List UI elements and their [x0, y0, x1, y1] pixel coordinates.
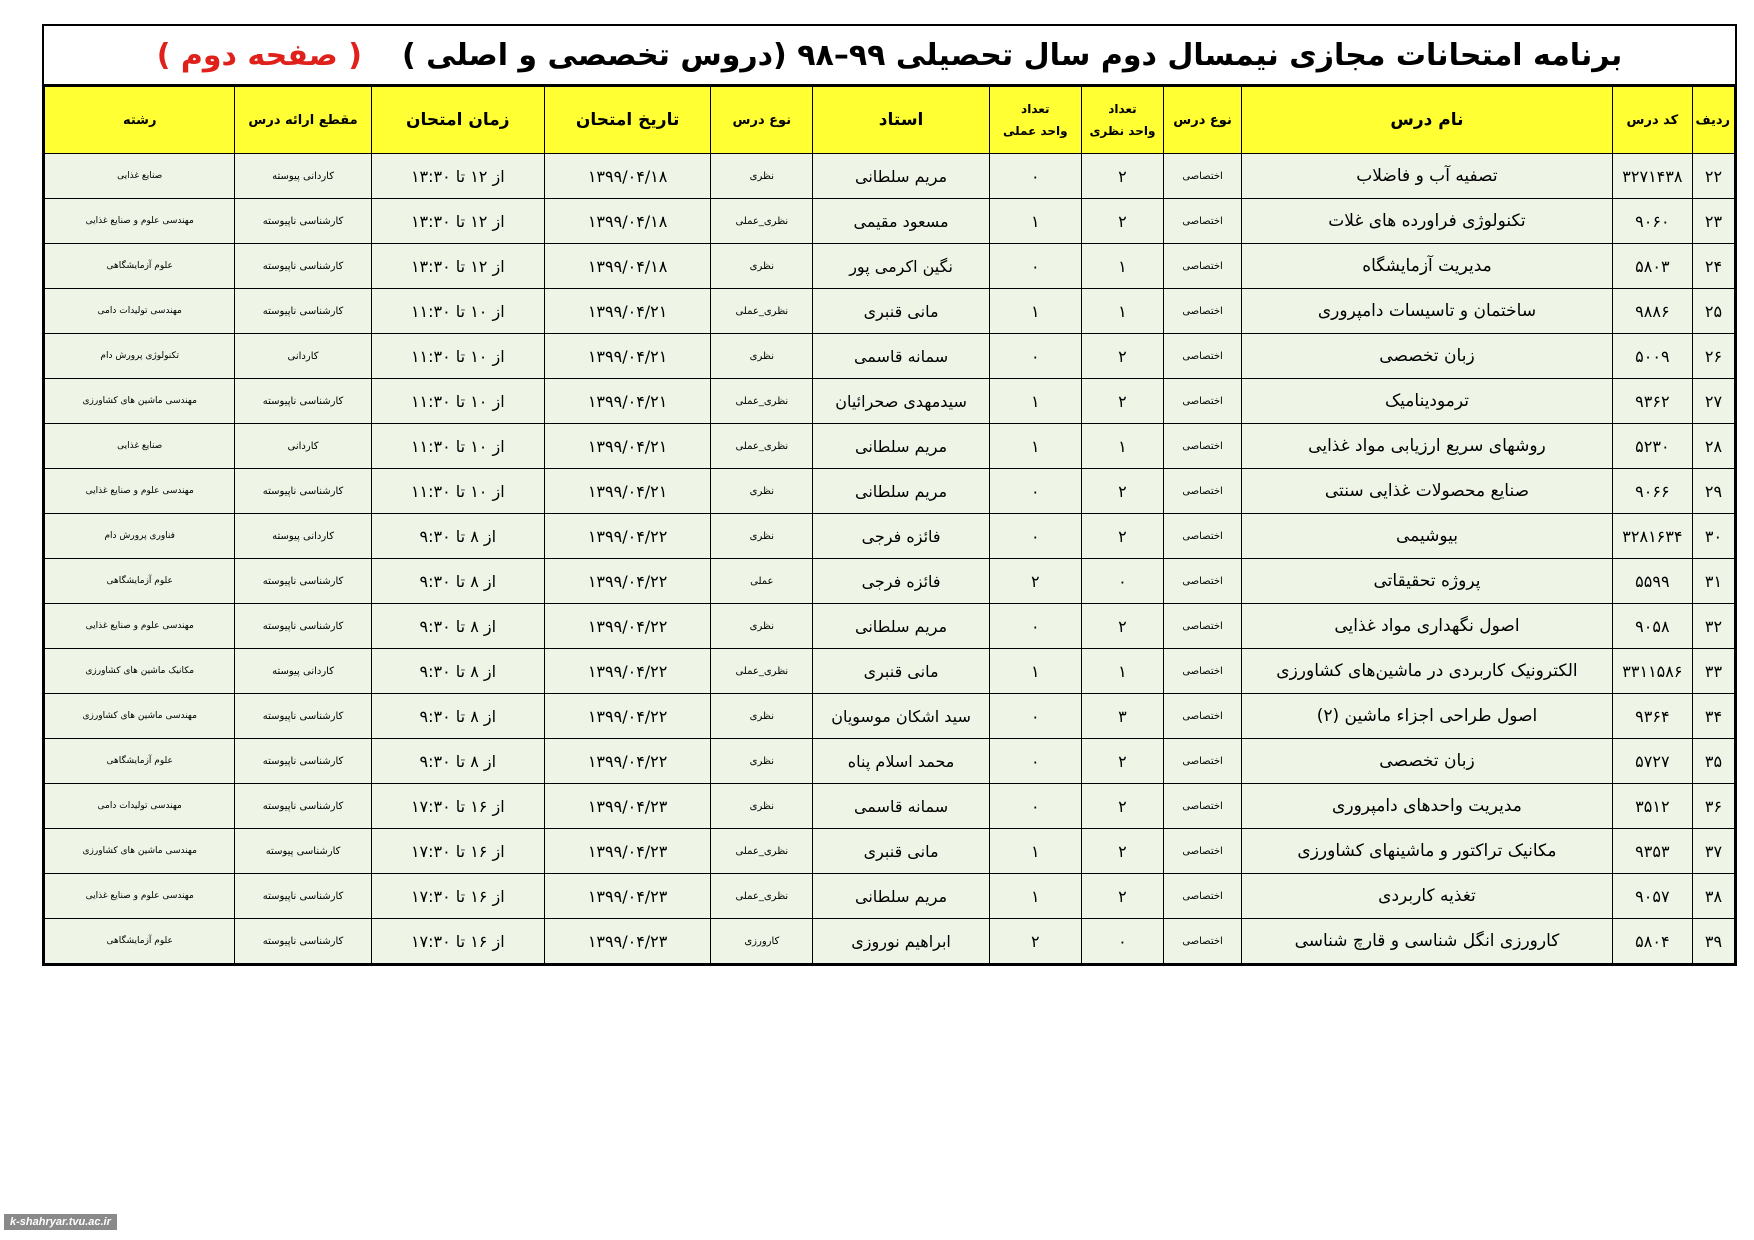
cell-theory-units: ۰ [1081, 919, 1163, 964]
cell-course-kind: نظری_عملی [711, 199, 813, 244]
cell-row-number: ۲۸ [1692, 424, 1734, 469]
cell-course-code: ۵۷۲۷ [1612, 739, 1692, 784]
cell-teacher: مانی قنبری [813, 289, 989, 334]
cell-field: مهندسی تولیدات دامی [45, 289, 235, 334]
cell-course-name: زبان تخصصی [1242, 334, 1613, 379]
cell-course-kind: عملی [711, 559, 813, 604]
cell-course-kind: نظری [711, 154, 813, 199]
cell-level: کارشناسی پیوسته [235, 829, 371, 874]
cell-course-type: اختصاصی [1164, 244, 1242, 289]
cell-exam-date: ۱۳۹۹/۰۴/۲۳ [544, 829, 710, 874]
cell-teacher: مریم سلطانی [813, 154, 989, 199]
cell-course-type: اختصاصی [1164, 919, 1242, 964]
cell-course-type: اختصاصی [1164, 784, 1242, 829]
cell-course-kind: نظری [711, 784, 813, 829]
header-teacher: استاد [813, 87, 989, 154]
cell-field: مهندسی علوم و صنایع غذایی [45, 469, 235, 514]
table-row [45, 559, 1735, 604]
table-header-row [45, 87, 1735, 154]
cell-row-number: ۲۳ [1692, 199, 1734, 244]
table-row [45, 739, 1735, 784]
cell-course-kind: نظری_عملی [711, 874, 813, 919]
cell-practical-units: ۱ [989, 829, 1081, 874]
cell-course-type: اختصاصی [1164, 694, 1242, 739]
cell-teacher: مریم سلطانی [813, 469, 989, 514]
cell-course-type: اختصاصی [1164, 379, 1242, 424]
cell-course-kind: نظری [711, 244, 813, 289]
cell-teacher: سید اشکان موسویان [813, 694, 989, 739]
cell-row-number: ۲۵ [1692, 289, 1734, 334]
cell-theory-units: ۳ [1081, 694, 1163, 739]
cell-course-code: ۹۳۶۲ [1612, 379, 1692, 424]
cell-practical-units: ۲ [989, 559, 1081, 604]
cell-course-code: ۳۲۸۱۶۳۴ [1612, 514, 1692, 559]
header-exam-date: تاریخ امتحان [544, 87, 710, 154]
cell-field: علوم آزمایشگاهی [45, 244, 235, 289]
cell-exam-time: از ۸ تا ۹:۳۰ [371, 514, 544, 559]
cell-field: مهندسی ماشین های کشاورزی [45, 829, 235, 874]
cell-level: کارشناسی ناپیوسته [235, 919, 371, 964]
cell-theory-units: ۱ [1081, 289, 1163, 334]
cell-course-kind: نظری_عملی [711, 379, 813, 424]
header-practical-units-line2: واحد عملی [1002, 124, 1068, 138]
cell-course-type: اختصاصی [1164, 289, 1242, 334]
cell-exam-time: از ۱۲ تا ۱۳:۳۰ [371, 154, 544, 199]
page-number-label: ( صفحه دوم ) [156, 37, 362, 73]
header-theory-units-line1: تعداد [1108, 102, 1137, 116]
header-course-name: نام درس [1242, 87, 1613, 154]
cell-field: صنایع غذایی [45, 154, 235, 199]
cell-exam-date: ۱۳۹۹/۰۴/۲۳ [544, 919, 710, 964]
cell-practical-units: ۱ [989, 874, 1081, 919]
header-course-kind: نوع درس [711, 87, 813, 154]
cell-theory-units: ۲ [1081, 514, 1163, 559]
header-theory-units-line2: واحد نظری [1089, 124, 1156, 138]
cell-level: کاردانی [235, 424, 371, 469]
table-row [45, 919, 1735, 964]
cell-course-kind: نظری [711, 739, 813, 784]
cell-teacher: مریم سلطانی [813, 874, 989, 919]
cell-course-name: مکانیک تراکتور و ماشینهای کشاورزی [1242, 829, 1613, 874]
cell-practical-units: ۰ [989, 244, 1081, 289]
header-row-number: ردیف [1692, 87, 1734, 154]
cell-field: فناوری پرورش دام [45, 514, 235, 559]
cell-theory-units: ۱ [1081, 244, 1163, 289]
table-row [45, 469, 1735, 514]
cell-theory-units: ۰ [1081, 559, 1163, 604]
cell-course-code: ۵۲۳۰ [1612, 424, 1692, 469]
cell-course-type: اختصاصی [1164, 604, 1242, 649]
cell-level: کارشناسی ناپیوسته [235, 739, 371, 784]
cell-theory-units: ۲ [1081, 604, 1163, 649]
cell-teacher: فائزه فرجی [813, 559, 989, 604]
cell-row-number: ۳۸ [1692, 874, 1734, 919]
header-exam-time: زمان امتحان [371, 87, 544, 154]
cell-course-code: ۳۳۱۱۵۸۶ [1612, 649, 1692, 694]
cell-exam-time: از ۱۰ تا ۱۱:۳۰ [371, 424, 544, 469]
cell-teacher: مریم سلطانی [813, 604, 989, 649]
cell-course-name: الکترونیک کاربردی در ماشین‌های کشاورزی [1242, 649, 1613, 694]
cell-field: مهندسی ماشین های کشاورزی [45, 379, 235, 424]
cell-practical-units: ۱ [989, 289, 1081, 334]
cell-row-number: ۲۹ [1692, 469, 1734, 514]
cell-level: کارشناسی ناپیوسته [235, 874, 371, 919]
table-row [45, 694, 1735, 739]
cell-row-number: ۳۴ [1692, 694, 1734, 739]
cell-course-type: اختصاصی [1164, 424, 1242, 469]
cell-course-kind: نظری_عملی [711, 424, 813, 469]
cell-exam-time: از ۸ تا ۹:۳۰ [371, 739, 544, 784]
cell-teacher: ابراهیم نوروزی [813, 919, 989, 964]
cell-course-kind: نظری [711, 514, 813, 559]
cell-course-code: ۹۰۶۰ [1612, 199, 1692, 244]
table-row [45, 154, 1735, 199]
cell-field: مهندسی تولیدات دامی [45, 784, 235, 829]
table-row [45, 199, 1735, 244]
cell-row-number: ۳۹ [1692, 919, 1734, 964]
cell-course-code: ۹۰۶۶ [1612, 469, 1692, 514]
header-field: رشته [45, 87, 235, 154]
cell-course-kind: نظری_عملی [711, 289, 813, 334]
cell-course-name: تصفیه آب و فاضلاب [1242, 154, 1613, 199]
cell-course-type: اختصاصی [1164, 559, 1242, 604]
cell-course-type: اختصاصی [1164, 829, 1242, 874]
cell-level: کاردانی پیوسته [235, 514, 371, 559]
cell-level: کارشناسی ناپیوسته [235, 604, 371, 649]
exam-table [44, 86, 1735, 964]
cell-field: علوم آزمایشگاهی [45, 739, 235, 784]
cell-level: کارشناسی ناپیوسته [235, 694, 371, 739]
cell-row-number: ۲۲ [1692, 154, 1734, 199]
table-row [45, 649, 1735, 694]
cell-practical-units: ۱ [989, 199, 1081, 244]
cell-course-code: ۹۰۵۸ [1612, 604, 1692, 649]
cell-practical-units: ۰ [989, 334, 1081, 379]
cell-exam-date: ۱۳۹۹/۰۴/۲۱ [544, 334, 710, 379]
cell-course-type: اختصاصی [1164, 469, 1242, 514]
cell-exam-date: ۱۳۹۹/۰۴/۲۲ [544, 649, 710, 694]
cell-exam-date: ۱۳۹۹/۰۴/۲۲ [544, 514, 710, 559]
cell-row-number: ۲۶ [1692, 334, 1734, 379]
cell-course-name: روشهای سریع ارزیابی مواد غذایی [1242, 424, 1613, 469]
cell-course-name: زبان تخصصی [1242, 739, 1613, 784]
cell-teacher: مانی قنبری [813, 829, 989, 874]
cell-course-name: پروژه تحقیقاتی [1242, 559, 1613, 604]
cell-level: کارشناسی ناپیوسته [235, 469, 371, 514]
cell-course-name: ساختمان و تاسیسات دامپروری [1242, 289, 1613, 334]
cell-exam-time: از ۱۶ تا ۱۷:۳۰ [371, 784, 544, 829]
cell-field: مهندسی علوم و صنایع غذایی [45, 604, 235, 649]
cell-course-name: ترمودینامیک [1242, 379, 1613, 424]
cell-course-type: اختصاصی [1164, 514, 1242, 559]
cell-exam-time: از ۸ تا ۹:۳۰ [371, 694, 544, 739]
cell-level: کارشناسی ناپیوسته [235, 244, 371, 289]
cell-theory-units: ۲ [1081, 379, 1163, 424]
cell-course-name: صنایع محصولات غذایی سنتی [1242, 469, 1613, 514]
title-bar [44, 26, 1735, 86]
cell-course-code: ۹۸۸۶ [1612, 289, 1692, 334]
cell-exam-date: ۱۳۹۹/۰۴/۱۸ [544, 199, 710, 244]
table-row [45, 604, 1735, 649]
cell-exam-time: از ۱۰ تا ۱۱:۳۰ [371, 289, 544, 334]
cell-course-name: مدیریت آزمایشگاه [1242, 244, 1613, 289]
cell-course-name: کارورزی انگل شناسی و قارچ شناسی [1242, 919, 1613, 964]
cell-teacher: سیدمهدی صحرائیان [813, 379, 989, 424]
cell-course-type: اختصاصی [1164, 649, 1242, 694]
header-course-type: نوع درس [1164, 87, 1242, 154]
cell-theory-units: ۲ [1081, 469, 1163, 514]
cell-theory-units: ۲ [1081, 739, 1163, 784]
cell-teacher: مانی قنبری [813, 649, 989, 694]
cell-level: کاردانی [235, 334, 371, 379]
cell-theory-units: ۲ [1081, 874, 1163, 919]
header-course-code: کد درس [1612, 87, 1692, 154]
cell-field: علوم آزمایشگاهی [45, 919, 235, 964]
cell-exam-time: از ۱۰ تا ۱۱:۳۰ [371, 469, 544, 514]
cell-teacher: سمانه قاسمی [813, 784, 989, 829]
header-theory-units [1081, 87, 1163, 154]
table-body [45, 154, 1735, 964]
cell-field: صنایع غذایی [45, 424, 235, 469]
cell-teacher: محمد اسلام پناه [813, 739, 989, 784]
cell-practical-units: ۰ [989, 739, 1081, 784]
cell-teacher: نگین اکرمی پور [813, 244, 989, 289]
table-row [45, 829, 1735, 874]
cell-course-type: اختصاصی [1164, 874, 1242, 919]
cell-exam-date: ۱۳۹۹/۰۴/۱۸ [544, 154, 710, 199]
cell-field: مکانیک ماشین های کشاورزی [45, 649, 235, 694]
cell-practical-units: ۱ [989, 649, 1081, 694]
cell-practical-units: ۰ [989, 694, 1081, 739]
cell-course-kind: نظری [711, 334, 813, 379]
cell-exam-date: ۱۳۹۹/۰۴/۲۲ [544, 604, 710, 649]
cell-exam-date: ۱۳۹۹/۰۴/۲۲ [544, 739, 710, 784]
cell-exam-time: از ۱۰ تا ۱۱:۳۰ [371, 334, 544, 379]
cell-level: کارشناسی ناپیوسته [235, 289, 371, 334]
cell-course-name: مدیریت واحدهای دامپروری [1242, 784, 1613, 829]
cell-exam-time: از ۱۲ تا ۱۳:۳۰ [371, 199, 544, 244]
cell-course-kind: نظری [711, 694, 813, 739]
cell-exam-time: از ۸ تا ۹:۳۰ [371, 559, 544, 604]
cell-course-code: ۹۰۵۷ [1612, 874, 1692, 919]
cell-course-code: ۳۵۱۲ [1612, 784, 1692, 829]
cell-course-name: اصول طراحی اجزاء ماشین (۲) [1242, 694, 1613, 739]
cell-theory-units: ۲ [1081, 784, 1163, 829]
cell-row-number: ۳۶ [1692, 784, 1734, 829]
site-watermark: k-shahryar.tvu.ac.ir [4, 1214, 117, 1230]
cell-row-number: ۳۲ [1692, 604, 1734, 649]
cell-theory-units: ۲ [1081, 829, 1163, 874]
cell-course-code: ۵۸۰۳ [1612, 244, 1692, 289]
cell-field: مهندسی علوم و صنایع غذایی [45, 199, 235, 244]
cell-course-code: ۹۳۵۳ [1612, 829, 1692, 874]
header-practical-units-line1: تعداد [1021, 102, 1050, 116]
cell-row-number: ۲۴ [1692, 244, 1734, 289]
cell-practical-units: ۰ [989, 154, 1081, 199]
cell-practical-units: ۱ [989, 424, 1081, 469]
cell-course-kind: نظری [711, 469, 813, 514]
header-level: مقطع ارائه درس [235, 87, 371, 154]
cell-teacher: مریم سلطانی [813, 424, 989, 469]
cell-level: کارشناسی ناپیوسته [235, 379, 371, 424]
cell-exam-date: ۱۳۹۹/۰۴/۲۳ [544, 784, 710, 829]
cell-level: کارشناسی ناپیوسته [235, 784, 371, 829]
cell-level: کاردانی پیوسته [235, 154, 371, 199]
cell-theory-units: ۲ [1081, 154, 1163, 199]
cell-course-code: ۳۲۷۱۴۳۸ [1612, 154, 1692, 199]
header-practical-units [989, 87, 1081, 154]
cell-exam-time: از ۱۲ تا ۱۳:۳۰ [371, 244, 544, 289]
cell-teacher: مسعود مقیمی [813, 199, 989, 244]
cell-exam-time: از ۱۶ تا ۱۷:۳۰ [371, 919, 544, 964]
cell-course-name: تغذیه کاربردی [1242, 874, 1613, 919]
cell-row-number: ۳۵ [1692, 739, 1734, 784]
cell-practical-units: ۰ [989, 784, 1081, 829]
cell-row-number: ۳۱ [1692, 559, 1734, 604]
cell-level: کاردانی پیوسته [235, 649, 371, 694]
cell-field: مهندسی علوم و صنایع غذایی [45, 874, 235, 919]
cell-field: علوم آزمایشگاهی [45, 559, 235, 604]
cell-course-code: ۹۳۶۴ [1612, 694, 1692, 739]
cell-course-code: ۵۸۰۴ [1612, 919, 1692, 964]
table-row [45, 874, 1735, 919]
cell-practical-units: ۰ [989, 469, 1081, 514]
cell-teacher: فائزه فرجی [813, 514, 989, 559]
cell-teacher: سمانه قاسمی [813, 334, 989, 379]
cell-practical-units: ۲ [989, 919, 1081, 964]
cell-exam-date: ۱۳۹۹/۰۴/۲۱ [544, 379, 710, 424]
cell-practical-units: ۰ [989, 514, 1081, 559]
cell-course-kind: نظری_عملی [711, 829, 813, 874]
cell-course-code: ۵۰۰۹ [1612, 334, 1692, 379]
cell-course-kind: کارورزی [711, 919, 813, 964]
table-row [45, 244, 1735, 289]
table-row [45, 514, 1735, 559]
cell-exam-time: از ۱۰ تا ۱۱:۳۰ [371, 379, 544, 424]
cell-exam-time: از ۸ تا ۹:۳۰ [371, 604, 544, 649]
cell-theory-units: ۱ [1081, 424, 1163, 469]
cell-theory-units: ۲ [1081, 199, 1163, 244]
table-row [45, 334, 1735, 379]
exam-schedule-sheet [42, 24, 1737, 966]
cell-course-type: اختصاصی [1164, 199, 1242, 244]
cell-course-type: اختصاصی [1164, 739, 1242, 784]
cell-exam-time: از ۸ تا ۹:۳۰ [371, 649, 544, 694]
cell-field: مهندسی ماشین های کشاورزی [45, 694, 235, 739]
cell-course-name: بیوشیمی [1242, 514, 1613, 559]
table-row [45, 424, 1735, 469]
cell-theory-units: ۲ [1081, 334, 1163, 379]
cell-field: تکنولوژی پرورش دام [45, 334, 235, 379]
cell-exam-date: ۱۳۹۹/۰۴/۲۱ [544, 469, 710, 514]
cell-row-number: ۳۷ [1692, 829, 1734, 874]
cell-row-number: ۳۰ [1692, 514, 1734, 559]
cell-course-kind: نظری [711, 604, 813, 649]
cell-theory-units: ۱ [1081, 649, 1163, 694]
cell-level: کارشناسی ناپیوسته [235, 559, 371, 604]
cell-course-type: اختصاصی [1164, 154, 1242, 199]
cell-exam-date: ۱۳۹۹/۰۴/۲۱ [544, 424, 710, 469]
cell-row-number: ۲۷ [1692, 379, 1734, 424]
cell-course-name: اصول نگهداری مواد غذایی [1242, 604, 1613, 649]
cell-practical-units: ۱ [989, 379, 1081, 424]
page-title: برنامه امتحانات مجازی نیمسال دوم سال تحصیلی ۹۹–۹۸ (دروس تخصصی و اصلی ) [401, 37, 1623, 73]
cell-exam-time: از ۱۶ تا ۱۷:۳۰ [371, 874, 544, 919]
cell-exam-date: ۱۳۹۹/۰۴/۲۲ [544, 694, 710, 739]
cell-practical-units: ۰ [989, 604, 1081, 649]
table-row [45, 784, 1735, 829]
table-row [45, 289, 1735, 334]
table-row [45, 379, 1735, 424]
cell-course-type: اختصاصی [1164, 334, 1242, 379]
cell-course-code: ۵۵۹۹ [1612, 559, 1692, 604]
cell-course-kind: نظری_عملی [711, 649, 813, 694]
cell-row-number: ۳۳ [1692, 649, 1734, 694]
cell-exam-date: ۱۳۹۹/۰۴/۲۱ [544, 289, 710, 334]
cell-course-name: تکنولوژی فراورده های غلات [1242, 199, 1613, 244]
cell-exam-date: ۱۳۹۹/۰۴/۲۲ [544, 559, 710, 604]
cell-exam-time: از ۱۶ تا ۱۷:۳۰ [371, 829, 544, 874]
cell-exam-date: ۱۳۹۹/۰۴/۲۳ [544, 874, 710, 919]
cell-level: کارشناسی ناپیوسته [235, 199, 371, 244]
cell-exam-date: ۱۳۹۹/۰۴/۱۸ [544, 244, 710, 289]
